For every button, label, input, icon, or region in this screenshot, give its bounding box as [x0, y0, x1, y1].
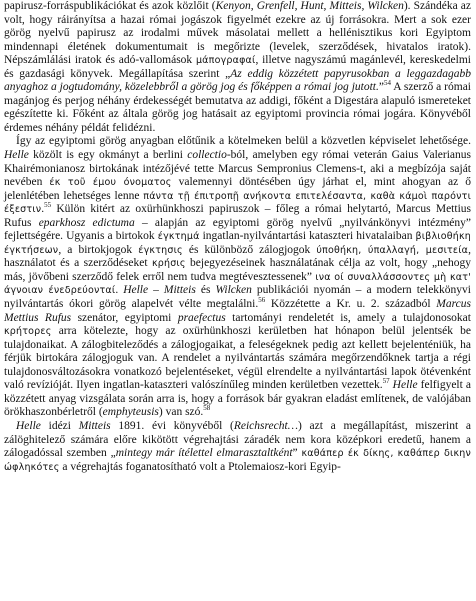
- text-run: felfigyelt a közzétett anyag vizsgálata során arra is, hogy a források bár gyakran eladást említenek, de valójában örökhaszonbérletről (: [4, 379, 471, 419]
- text-run: 1891. évi könyvéből (: [110, 419, 234, 432]
- footnote-ref: 58: [203, 404, 211, 413]
- italic-text: Mitteis: [163, 284, 196, 297]
- footnote-ref: 56: [258, 296, 266, 305]
- text-run: .: [115, 284, 124, 297]
- text-run: –: [148, 284, 164, 297]
- text-run: Külön kitért az oxürhünkhoszi papiruszok – főleg a római helytartó, Marcus Mettius Rufus: [4, 203, 471, 229]
- italic-text: Wilcken: [215, 284, 252, 297]
- greek-term: ύποθήκη, ύπαλλαγή, μεσιτεία: [316, 244, 469, 256]
- footnote-ref: 55: [44, 201, 52, 210]
- text-run: publikációi nyomán – a modern telekkönyvi nyilvántartás ókori görög alapelvét vélte megtalálni.: [4, 284, 471, 311]
- italic-text: mintegy már ítélettel elmarasztaltként: [115, 447, 293, 460]
- italic-text: emphyteusis: [102, 406, 159, 419]
- text-run: idézi: [40, 419, 79, 432]
- text-run: Így az egyiptomi görög anyagban előtűnik a kötelmeken belül a közvetlen képviselet lehetősége.: [16, 135, 471, 148]
- italic-text: Helle: [123, 284, 149, 297]
- italic-text: Az eddig közzétett papyrusokban a leggazdagabb anyaghoz a jogtudomány, közelebbről a görög jog és főképpen a római jog jutott.: [4, 67, 471, 94]
- text-run: és különböző zálogjogok: [182, 243, 317, 256]
- italic-text: Mitteis: [78, 419, 111, 432]
- italic-text: praefectus: [177, 311, 226, 324]
- text-run: – alapján az egyiptomi görög nyelvű „nyilvánkönyvi intézmény” fejlettségére. Ugyanis a birtokok: [4, 216, 471, 243]
- greek-term: βιβλιοθήκη έγκτήσεων: [4, 231, 471, 256]
- text-run: tartományi rendeletét is, amely a tulajdonosokat: [225, 311, 471, 324]
- text-run: szenátor, egyiptomi: [71, 311, 178, 324]
- paragraph-1: [4, 0, 471, 135]
- greek-term: έγκτησις: [138, 244, 183, 256]
- text-run: Közzétette a Kr. u. 2. századból: [265, 298, 437, 311]
- italic-text: Helle: [392, 379, 418, 392]
- text-run: ) azt a megállapítást, miszerint a zálöghitelező számára előre kikötött végrehajtási záradék nem kora középkori eredetű, hanem a zálogadóssal szemben „: [4, 419, 471, 460]
- footnote-ref: 57: [382, 377, 390, 386]
- text-run: ingatlan-nyilvántartási kataszteri hivatalaiban: [199, 230, 416, 243]
- text-run: közölt is egy okmányt a berlini: [28, 149, 188, 162]
- paragraph-2: [4, 135, 471, 419]
- text-run: , illetve nagyszámú magánlevél, kereskedelmi és gazdasági könyvek. Megállapítása szerint „: [4, 54, 471, 80]
- greek-term: έγκτημά: [157, 231, 200, 243]
- text-run: arra kötelezte, hogy az oxürhünkhoszi kerületben hat hónapon belül jelentsék be tulajdonaikat. A zálogbiteleződés a zálogjogaikat, a feleségeknek pedig azt kellett bejelenténiük, ha férjük birtokára zálogjoguk van. A rendelet a nyilvántartás számára megőrzendőknek tartja a régi tulajdonosváltozásokra vonatkozó bejelentéseket, végül elrendelte a nyilvántartási lapok ötévenként való revízióját. Ilyen ingatlan-kataszteri valószínűleg minden kerületben vezettek.: [4, 325, 471, 392]
- text-run: papirusz-forráspublikációkat és azok közlőit (: [4, 0, 216, 12]
- greek-term: κρήσις: [151, 258, 186, 270]
- italic-text: Reichsrecht…: [233, 419, 298, 432]
- italic-text: Marcus Mettius Rufus: [4, 298, 471, 324]
- footnote-ref: 54: [383, 79, 391, 88]
- greek-term: έκ τοῦ έμου όνοματος: [49, 177, 172, 189]
- text-run: ) van szó.: [158, 406, 204, 419]
- greek-term: καθάπερ έκ δίκης, καθάπερ δικην ώφληκότες: [4, 448, 471, 473]
- italic-text: Helle: [16, 419, 41, 432]
- text-run: a végrehajtás foganatosítható volt a Ptolemaiosz-kori Egyip-: [59, 460, 341, 473]
- text-run: .: [41, 203, 45, 216]
- text-run: valemennyi döntésében úgy járhat el, mint ahogyan az ő jelenlétében lehetséges lenne: [4, 176, 471, 202]
- text-run: bejegyezéseinek használatának célja az volt, hogy „nehogy más, jövőbeni szerződő felek erről nem tudva megtévesztessenek”: [4, 257, 471, 283]
- text-run: , használatot és a szerződéseket: [4, 243, 471, 270]
- text-run: A szerző a római magánjog és perjog néhány érdekességét bemutatva az addigi, főként a Digestára alapuló ismereteket egészítette ki. Főként az általa görög jog hatásait az egyiptomi provincia római jogára. Könyvéből érdemes néhány példát felidézni.: [4, 81, 471, 134]
- text-run: , a birtokjogok: [58, 243, 139, 256]
- text-run: ”: [378, 81, 384, 94]
- text-run: és: [195, 284, 216, 297]
- greek-term: πάντα τῇ έπιτροπῇ ανήκοντα επιτελέσαντα, καθὰ κάμοὶ παρόντι έξεστιν: [4, 190, 471, 216]
- text-run: ). Szándéka az volt, hogy ráirányítsa a hazai római jogászok figyelmét ezekre az új forrásokra. Mert a sok ezer görög nyelvű papirusz az irodalmi művek másolatai mellett a hellénisztikus kori Egyiptom mindennapi életének dokumentumait is megőrizte (levelek, szerződések, hivatalos iratok). Népszámlálási iratok és adó-vallomások: [4, 0, 471, 67]
- text-run: -ból, amelyben egy római veterán Gaius Valerianus Khairémonianosz birtokának intézőjévé tette Marcus Sempronius Clemens-t, aki a megbízója saját nevében: [4, 149, 472, 189]
- greek-term: ινα οί συναλλάσσοντες μὴ κατ' άγνοιαν ένεδρεύονταί: [4, 271, 471, 297]
- text-run: ”: [292, 447, 302, 460]
- paragraph-3: [4, 420, 471, 474]
- italic-text: Helle: [4, 149, 29, 162]
- italic-text: Kenyon, Grenfell, Hunt, Mitteis, Wilcken: [215, 0, 404, 12]
- greek-term: μάπογραφαί: [195, 55, 256, 67]
- italic-text: collectio: [187, 149, 227, 162]
- greek-term: κρήτορες: [4, 326, 52, 338]
- italic-text: eparkhosz edictuma: [38, 216, 135, 229]
